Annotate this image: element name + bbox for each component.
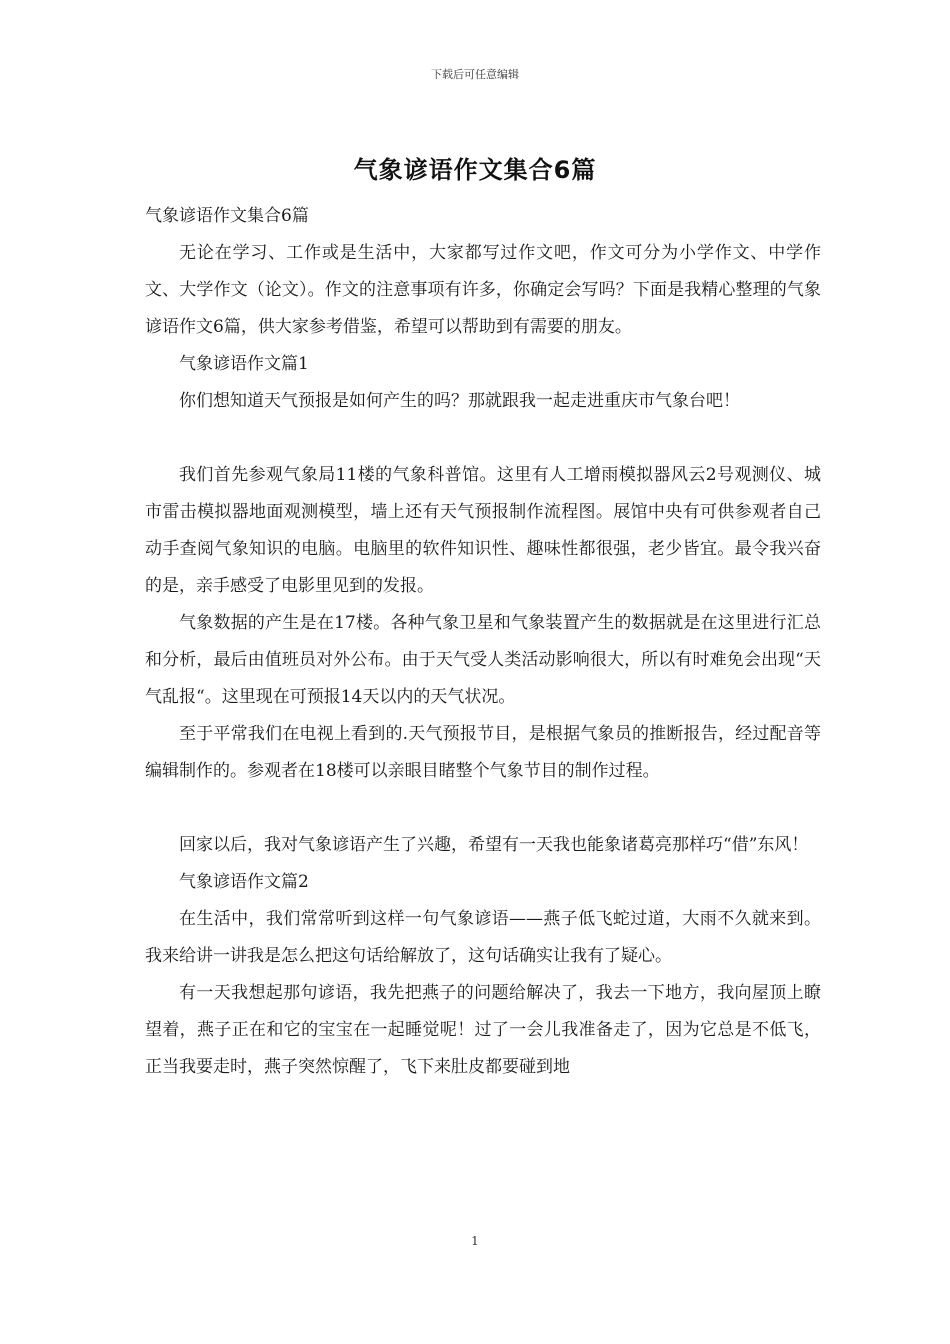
intro-paragraph: 无论在学习、工作或是生活中，大家都写过作文吧，作文可分为小学作文、中学作文、大学作文（论文）。作文的注意事项有许多，你确定会写吗？下面是我精心整理的气象谚语作文6篇，供大家参考借鉴，希望可以帮助到有需要的朋友。 <box>145 243 821 337</box>
paragraph: 回家以后，我对气象谚语产生了兴趣，希望有一天我也能象诸葛亮那样巧“借”东风！ <box>179 835 809 855</box>
paragraph: 有一天我想起那句谚语，我先把燕子的问题给解决了，我去一下地方，我向屋顶上瞭望着，燕子正在和它的宝宝在一起睡觉呢！过了一会儿我准备走了，因为它总是不低飞，正当我要走时，燕子突然惊醒了，飞下来肚皮都要碰到地 <box>145 983 821 1077</box>
blank-line <box>145 420 821 457</box>
blank-line <box>145 790 821 827</box>
paragraph: 你们想知道天气预报是如何产生的吗？那就跟我一起走进重庆市气象台吧！ <box>179 391 740 411</box>
subtitle-line: 气象谚语作文集合6篇 <box>145 206 309 226</box>
document-title: 气象谚语作文集合6篇 <box>353 156 597 184</box>
essay-heading-1: 气象谚语作文篇1 <box>179 354 309 374</box>
paragraph: 我们首先参观气象局11楼的气象科普馆。这里有人工增雨模拟器风云2号观测仪、城市雷击模拟器地面观测模型，墙上还有天气预报制作流程图。展馆中央有可供参观者自己动手查阅气象知识的电脑。电脑里的软件知识性、趣味性都很强，老少皆宜。最令我兴奋的是，亲手感受了电影里见到的发报。 <box>145 465 821 596</box>
paragraph: 气象数据的产生是在17楼。各种气象卫星和气象装置产生的数据就是在这里进行汇总和分析，最后由值班员对外公布。由于天气受人类活动影响很大，所以有时难免会出现“天气乱报“。这里现在可预报14天以内的天气状况。 <box>145 613 821 707</box>
document-body <box>145 198 821 1086</box>
header-note: 下载后可任意编辑 <box>431 68 519 81</box>
essay-heading-2: 气象谚语作文篇2 <box>179 872 309 892</box>
paragraph: 至于平常我们在电视上看到的.天气预报节目，是根据气象员的推断报告，经过配音等编辑制作的。参观者在18楼可以亲眼目睹整个气象节目的制作过程。 <box>145 724 821 781</box>
paragraph: 在生活中，我们常常听到这样一句气象谚语——燕子低飞蛇过道，大雨不久就来到。我来给讲一讲我是怎么把这句话给解放了，这句话确实让我有了疑心。 <box>145 909 821 966</box>
page-number: 1 <box>471 1234 479 1248</box>
